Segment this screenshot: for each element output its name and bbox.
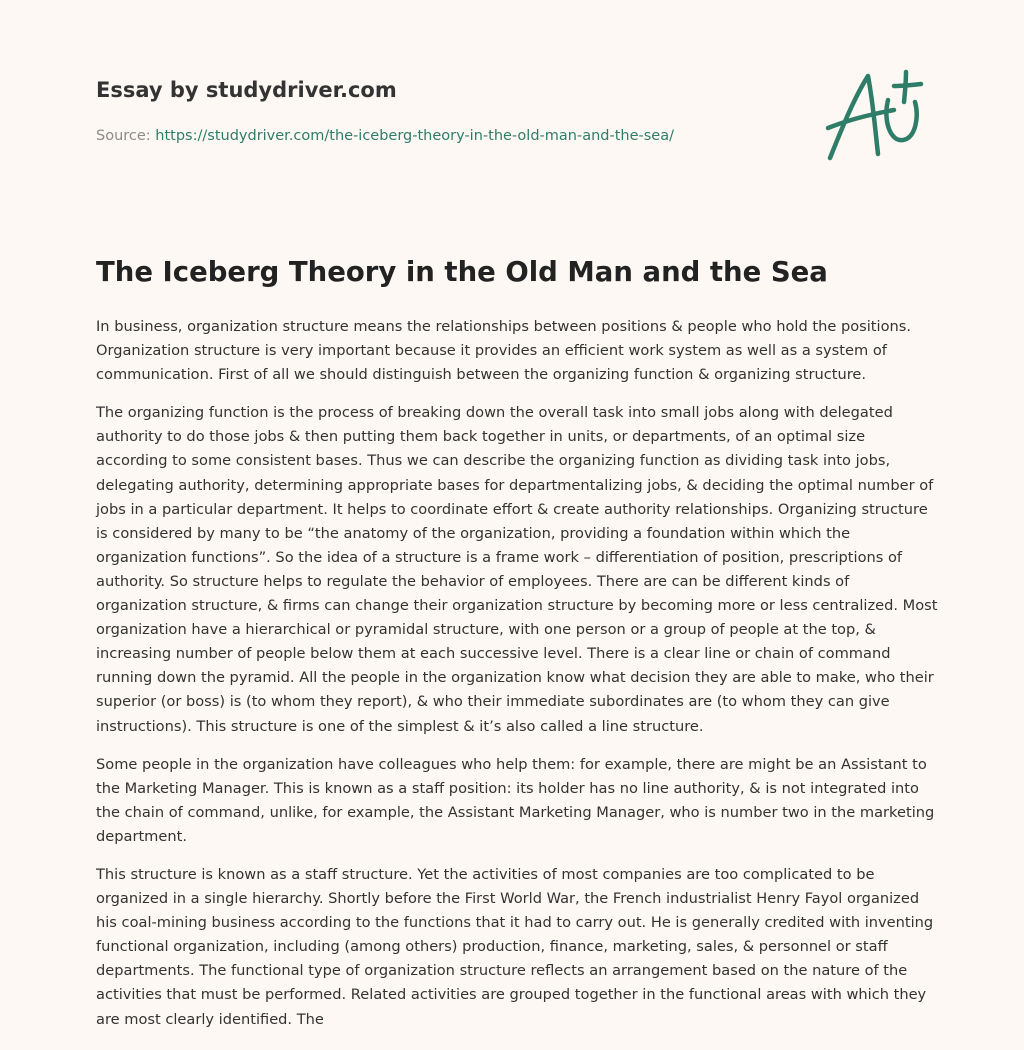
essay-header <box>96 76 796 146</box>
document-body <box>96 315 941 1046</box>
paragraph: The organizing function is the process of breaking down the overall task into small jobs along with delegated authority to do those jobs & then putting them back together in units, or departments, of an optimal size according to some consistent bases. Thus we can describe the organizing function as dividing task into jobs, delegating authority, determining appropriate bases for departmentalizing jobs, & deciding the optimal number of jobs in a particular department. It helps to coordinate effort & create authority relationships. Organizing structure is considered by many to be “the anatomy of the organization, providing a foundation within which the organization functions”. So the idea of a structure is a frame work – differentiation of position, prescriptions of authority. So structure helps to regulate the behavior of employees. There are can be different kinds of organization structure, & firms can change their organization structure by becoming more or less centralized. Most organization have a hierarchical or pyramidal structure, with one person or a group of people at the top, & increasing number of people below them at each successive level. There is a clear line or chain of command running down the pyramid. All the people in the organization know what decision they are able to make, who their superior (or boss) is (to whom they report), & who their immediate subordinates are (to whom they can give instructions). This structure is one of the simplest & it’s also called a line structure. <box>96 404 938 735</box>
paragraph: In business, organization structure means the relationships between positions & people who hold the positions. Organization structure is very important because it provides an efficient work system as well as a system of communication. First of all we should distinguish between the organizing function & organizing structure. <box>96 318 912 384</box>
document-title: The Iceberg Theory in the Old Man and the Sea <box>96 256 828 288</box>
paragraph: Some people in the organization have colleagues who help them: for example, there are might be an Assistant to the Marketing Manager. This is known as a staff position: its holder has no line authority, & is not integrated into the chain of command, unlike, for example, the Assistant Marketing Manager, who is number two in the marketing department. <box>96 755 935 845</box>
paragraph: This structure is known as a staff structure. Yet the activities of most companies are too complicated to be organized in a single hierarchy. Shortly before the First World War, the French industrialist Henry Fayol organized his coal-mining business according to the functions that it had to carry out. He is generally credited with inventing functional organization, including (among others) production, finance, marketing, sales, & personnel or staff departments. The functional type of organization structure reflects an arrangement based on the nature of the activities that must be performed. Related activities are grouped together in the functional areas with which they are most clearly identified. The <box>96 865 934 1028</box>
source-label: Source: <box>96 128 151 144</box>
a-plus-logo-icon <box>820 66 930 166</box>
site-brand: Essay by studydriver.com <box>96 78 397 102</box>
source-link[interactable]: https://studydriver.com/the-iceberg-theory-in-the-old-man-and-the-sea/ <box>155 128 674 144</box>
source-line <box>96 126 796 146</box>
